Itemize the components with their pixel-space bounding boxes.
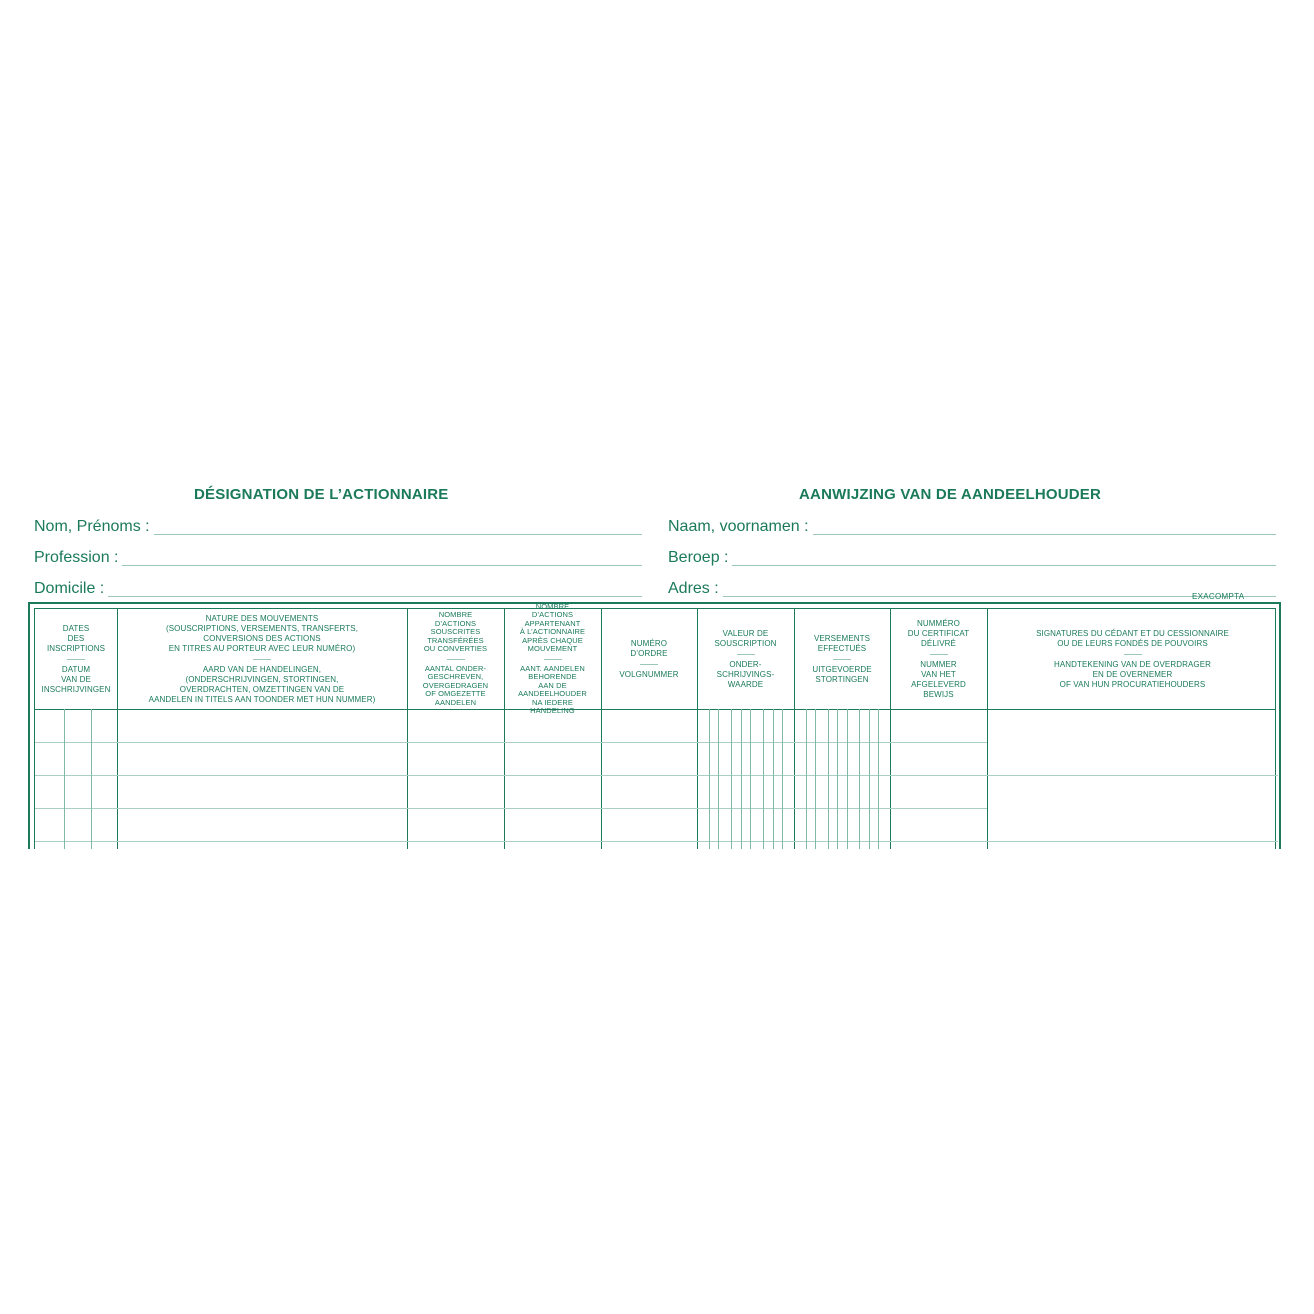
col-certificat-header <box>890 609 987 709</box>
amount-subdivider <box>773 709 774 849</box>
column-divider <box>794 609 795 849</box>
naam-voornamen-field[interactable] <box>668 516 1276 536</box>
column-divider <box>117 609 118 849</box>
beroep-field[interactable] <box>668 547 1276 567</box>
header-separator <box>544 659 562 660</box>
header-separator <box>253 659 271 660</box>
ledger-grid <box>34 601 1276 849</box>
amount-subdivider <box>828 709 829 849</box>
amount-subdivider <box>847 709 848 849</box>
amount-subdivider <box>859 709 860 849</box>
domicile-label: Domicile : <box>34 580 105 597</box>
amount-subdivider <box>750 709 751 849</box>
adres-field[interactable] <box>668 578 1276 598</box>
brand-mark: EXACOMPTA <box>1192 592 1245 601</box>
col-nombre-appartenant-header-nl: AANT. AANDELEN BEHORENDE AAN DE AANDEELHOUDER NA IEDERE HANDELING <box>518 663 587 715</box>
col-versements-header-fr: VERSEMENTS EFFECTUÉS <box>813 633 871 653</box>
col-certificat-header-nl: NUMMER VAN HET AFGELEVERD BEWIJS <box>911 659 966 699</box>
col-valeur-header-fr: VALEUR DE SOUSCRIPTION <box>714 628 777 648</box>
column-divider <box>407 609 408 849</box>
amount-subdivider <box>815 709 816 849</box>
header-separator <box>833 659 851 660</box>
header-separator <box>1124 654 1142 655</box>
col-valeur-header-nl: ONDER- SCHRIJVINGS- WAARDE <box>716 659 775 689</box>
header-separator <box>447 659 465 660</box>
col-signatures-header <box>987 609 1278 709</box>
header-rule <box>35 709 1275 710</box>
column-divider <box>601 609 602 849</box>
header-separator <box>737 654 755 655</box>
table-row-rule <box>35 808 987 809</box>
col-dates-header-fr: DATES DES INSCRIPTIONS <box>46 623 106 653</box>
adres-label: Adres : <box>668 580 719 597</box>
col-signatures-header-fr: SIGNATURES DU CÉDANT ET DU CESSIONNAIRE OU DE LEURS FONDÉS DE POUVOIRS <box>1036 628 1229 648</box>
date-subdivider <box>64 709 65 849</box>
col-certificat-header-fr: NUMMÉRO DU CERTIFICAT DÉLIVRÉ <box>907 618 970 648</box>
column-divider <box>987 609 988 849</box>
beroep-label: Beroep : <box>668 549 729 566</box>
amount-subdivider <box>741 709 742 849</box>
amount-subdivider <box>718 709 719 849</box>
amount-subdivider <box>878 709 879 849</box>
table-row-rule <box>35 841 1278 842</box>
table-row-rule <box>35 775 1278 776</box>
col-numero-ordre-header <box>601 609 697 709</box>
col-nature-header-nl: AARD VAN DE HANDELINGEN, (ONDERSCHRIJVINGEN, STORTINGEN, OVERDRACHTEN, OMZETTINGEN VAN DE AANDELEN IN TITELS AAN TOONDER MET HUN NUMMER) <box>148 664 376 704</box>
col-dates-header <box>35 609 117 709</box>
col-nombre-appartenant-header <box>504 601 601 715</box>
nom-prenoms-field[interactable] <box>34 516 642 536</box>
naam-voornamen-label: Naam, voornamen : <box>668 518 809 535</box>
col-versements-header-nl: UITGEVOERDE STORTINGEN <box>812 664 872 684</box>
col-numero-ordre-header-nl: VOLGNUMMER <box>619 669 679 679</box>
amount-subdivider <box>763 709 764 849</box>
col-versements-header <box>794 609 890 709</box>
column-divider <box>890 609 891 849</box>
amount-subdivider <box>869 709 870 849</box>
col-nombre-souscrites-header-fr: NOMBRE D’ACTIONS SOUSCRITES TRANSFÉRÉES OU CONVERTIES <box>423 610 488 653</box>
column-divider <box>504 609 505 849</box>
amount-subdivider <box>731 709 732 849</box>
header-separator <box>67 659 85 660</box>
profession-field[interactable] <box>34 547 642 567</box>
table-row-rule <box>35 742 987 743</box>
amount-subdivider <box>709 709 710 849</box>
amount-subdivider <box>782 709 783 849</box>
ledger-table <box>28 602 1281 849</box>
col-nombre-souscrites-header-nl: AANTAL ONDER- GESCHREVEN, OVERGEDRAGEN OF OMGEZETTE AANDELEN <box>422 663 489 707</box>
right-section-title: AANWIJZING VAN DE AANDEELHOUDER <box>799 486 1102 503</box>
header-separator <box>930 654 948 655</box>
amount-subdivider <box>837 709 838 849</box>
col-signatures-header-nl: HANDTEKENING VAN DE OVERDRAGER EN DE OVERNEMER OF VAN HUN PROCURATIEHOUDERS <box>1053 659 1212 689</box>
date-subdivider <box>91 709 92 849</box>
left-section-title: DÉSIGNATION DE L’ACTIONNAIRE <box>194 486 449 503</box>
domicile-field[interactable] <box>34 578 642 598</box>
column-divider <box>697 609 698 849</box>
profession-label: Profession : <box>34 549 119 566</box>
col-nature-header <box>117 609 407 709</box>
col-dates-header-nl: DATUM VAN DE INSCHRIJVINGEN <box>41 664 111 694</box>
header-separator <box>640 664 658 665</box>
col-nombre-appartenant-header-fr: NOMBRE D’ACTIONS APPARTENANT À L’ACTIONNAIRE APRÈS CHAQUE MOUVEMENT <box>519 601 586 653</box>
col-valeur-header <box>697 609 794 709</box>
amount-subdivider <box>806 709 807 849</box>
col-nombre-souscrites-header <box>407 609 504 709</box>
nom-prenoms-label: Nom, Prénoms : <box>34 518 150 535</box>
col-numero-ordre-header-fr: NUMÉRO D’ORDRE <box>630 638 668 658</box>
col-nature-header-fr: NATURE DES MOUVEMENTS (SOUSCRIPTIONS, VERSEMENTS, TRANSFERTS, CONVERSIONS DES ACTIONS EN TITRES AU PORTEUR AVEC LEUR NUMÉRO) <box>165 613 359 653</box>
